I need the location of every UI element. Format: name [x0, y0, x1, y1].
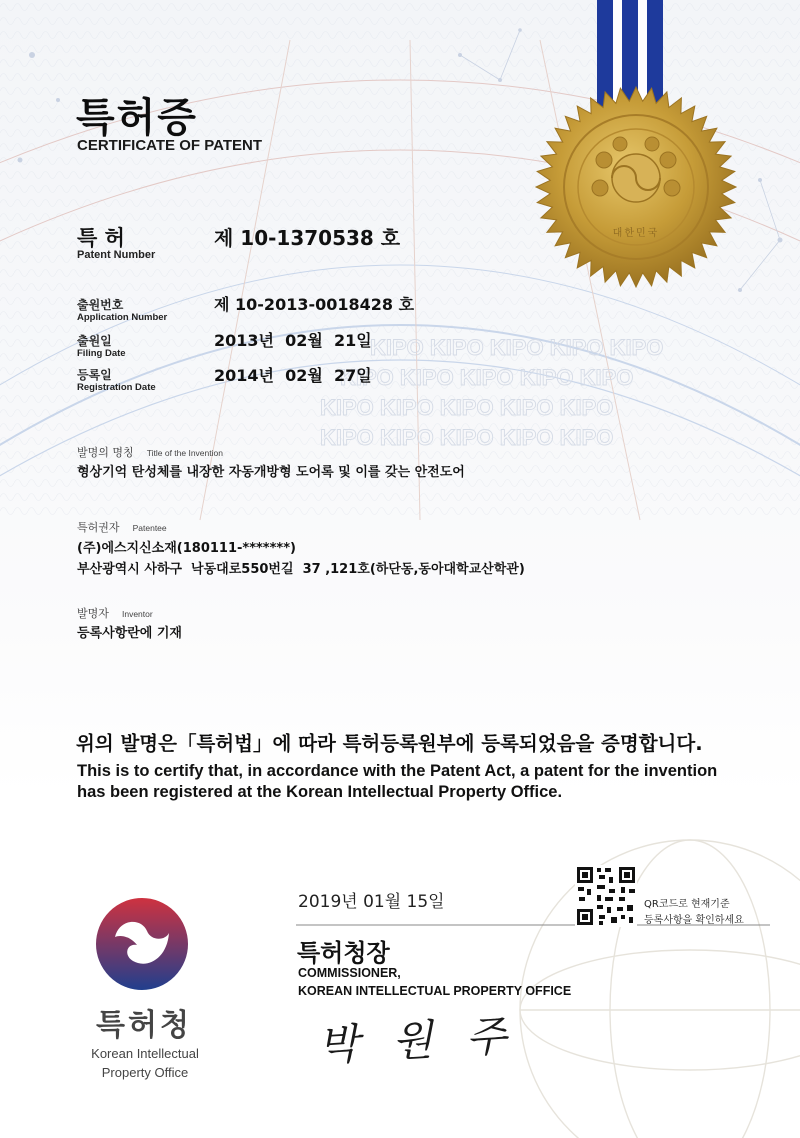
- certificate-title-en: CERTIFICATE OF PATENT: [77, 137, 262, 154]
- invention-label: [77, 441, 223, 460]
- kipo-name-ko: 특허청: [96, 1008, 192, 1043]
- gold-seal-icon: [536, 87, 736, 287]
- filing-date-label-ko: 출원일: [77, 334, 112, 348]
- invention-title: 형상기억 탄성체를 내장한 자동개방형 도어록 및 이를 갖는 안전도어: [77, 465, 465, 480]
- watermark-line: KIPO KIPO KIPO KIPO KIPO: [320, 395, 614, 420]
- inventor-label-en: Inventor: [121, 609, 153, 619]
- certificate-title-ko: 특허증: [76, 95, 198, 141]
- watermark-line: KIPO KIPO KIPO KIPO KIPO: [340, 365, 634, 390]
- commissioner-signature: 박 원 주: [316, 1010, 518, 1071]
- patentee-address: 부산광역시 사하구 낙동대로550번길 37 ,121호(하단동,동아대학교산학관): [77, 562, 525, 577]
- watermark-line: KIPO KIPO KIPO KIPO KIPO: [320, 425, 614, 450]
- watermark-line: KIPO KIPO KIPO KIPO KIPO: [370, 335, 664, 360]
- seal-text: 대한민국: [612, 228, 660, 239]
- commissioner-title-en-line2: KOREAN INTELLECTUAL PROPERTY OFFICE: [298, 984, 572, 998]
- registration-date-label-ko: 등록일: [77, 368, 112, 382]
- patentee-label-ko: 특허권자: [77, 521, 120, 534]
- qr-caption-line2: 등록사항을 확인하세요: [644, 915, 744, 926]
- commissioner-title-ko: 특허청장: [297, 939, 390, 967]
- registration-date-label-en: Registration Date: [77, 382, 156, 393]
- commissioner-title-en-line1: COMMISSIONER,: [298, 966, 401, 980]
- patent-number-label-en: Patent Number: [77, 249, 156, 261]
- qr-caption-line1: QR코드로 현재기준: [644, 899, 730, 910]
- issue-date: 2019년 01월 15일: [298, 892, 445, 912]
- kipo-name-en-line2: Property Office: [101, 1065, 189, 1080]
- invention-label-ko: 발명의 명칭: [77, 446, 134, 459]
- application-number-value: 제 10-2013-0018428 호: [214, 295, 415, 314]
- inventor-value: 등록사항란에 기재: [77, 626, 182, 641]
- patent-number-label-ko: 특 허: [77, 226, 125, 250]
- invention-label-en: Title of the Invention: [146, 448, 223, 458]
- certification-text-en-line2: has been registered at the Korean Intellectual Property Office.: [77, 783, 563, 801]
- application-number-label-en: Application Number: [77, 312, 168, 323]
- patentee-label: [77, 516, 167, 535]
- patentee-label-en: Patentee: [132, 523, 167, 533]
- patent-number-value: 제 10-1370538 호: [214, 226, 401, 250]
- patentee-name: (주)에스지신소재(180111-*******): [77, 541, 296, 556]
- certification-text-en-line1: This is to certify that, in accordance with the Patent Act, a patent for the invention: [77, 762, 718, 780]
- kipo-name-en-line1: Korean Intellectual: [91, 1046, 199, 1061]
- filing-date-label-en: Filing Date: [77, 348, 126, 359]
- qr-code-icon[interactable]: [575, 865, 637, 927]
- certification-text-ko: 위의 발명은「특허법」에 따라 특허등록원부에 등록되었음을 증명합니다.: [76, 732, 703, 755]
- inventor-label: [77, 602, 153, 621]
- filing-date-value: 2013년 02월 21일: [214, 331, 372, 350]
- kipo-taegeuk-logo-icon: [93, 895, 191, 993]
- inventor-label-ko: 발명자: [77, 607, 109, 620]
- application-number-label-ko: 출원번호: [77, 298, 124, 312]
- registration-date-value: 2014년 02월 27일: [214, 366, 372, 385]
